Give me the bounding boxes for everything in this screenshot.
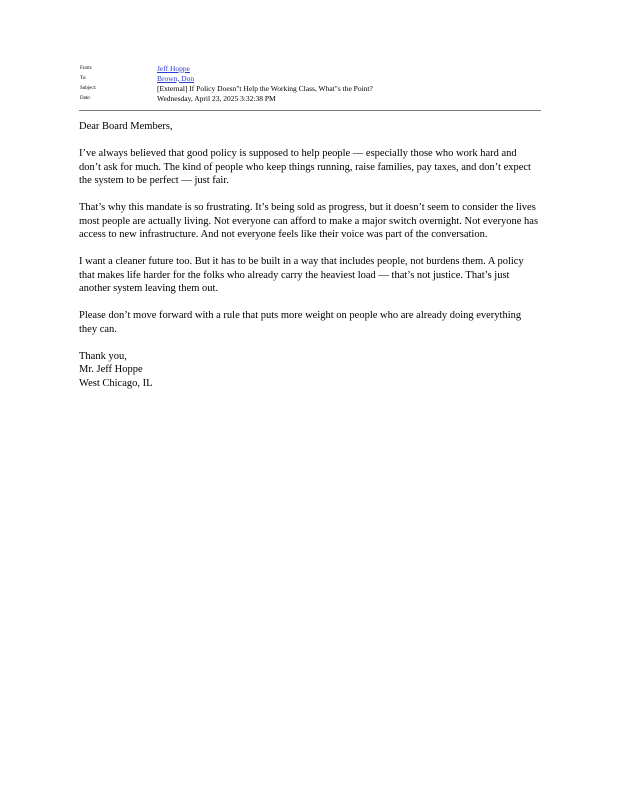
body-paragraph: That’s why this mandate is so frustrating. It’s being sold as progress, but it doesn’t seem to consider the lives most people are actually living. Not everyone can afford to make a major switch overnight. Not everyone has access to new infrastructure. And not everyone feels like their voice was part of the conversation. <box>79 202 539 240</box>
from-label: From: <box>80 65 93 71</box>
date-row <box>80 93 540 103</box>
header-divider <box>79 110 541 111</box>
signature-name: Mr. Jeff Hoppe <box>79 364 143 375</box>
greeting: Dear Board Members, <box>79 121 173 132</box>
to-row <box>80 73 540 83</box>
subject-value: [External] If Policy Doesn"t Help the Working Class, What"s the Point? <box>157 83 373 93</box>
to-label: To: <box>80 75 87 81</box>
signature-block <box>79 350 539 391</box>
from-row <box>80 63 540 73</box>
date-label: Date: <box>80 95 91 101</box>
email-header <box>80 63 540 103</box>
signature-location: West Chicago, IL <box>79 377 153 389</box>
closing: Thank you, <box>79 350 127 362</box>
body-paragraph: I want a cleaner future too. But it has to be built in a way that includes people, not burdens them. A policy that makes life harder for the folks who already carry the heaviest load — that’s not justice. That’s just another system leaving them out. <box>79 256 524 294</box>
date-value: Wednesday, April 23, 2025 3:32:38 PM <box>157 93 276 103</box>
email-body <box>79 120 539 390</box>
subject-row <box>80 83 540 93</box>
to-link[interactable]: Brown, Don <box>157 73 195 83</box>
body-paragraph: Please don’t move forward with a rule that puts more weight on people who are already doing everything they can. <box>79 310 522 335</box>
from-link[interactable]: Jeff Hoppe <box>157 63 190 73</box>
body-paragraph: I’ve always believed that good policy is supposed to help people — especially those who work hard and don’t ask for much. The kind of people who keep things running, raise families, pay taxes, and don’t expect the system to be perfect — just fair. <box>79 148 531 186</box>
subject-label: Subject: <box>80 85 97 91</box>
